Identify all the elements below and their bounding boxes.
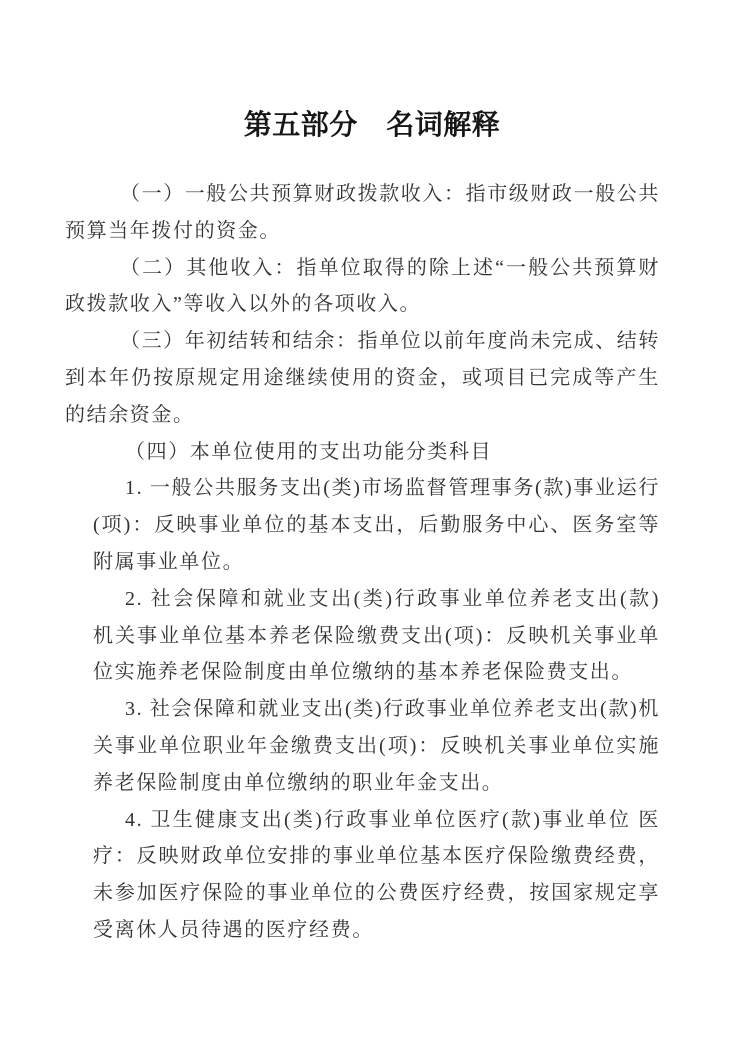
expenditure-classification-section <box>93 434 660 949</box>
expenditure-item-health-medical: 4. 卫生健康支出(类)行政事业单位医疗(款)事业单位 医疗：反映财政单位安排的事业单位基本医疗保险缴费经费，未参加医疗保险的事业单位的公费医疗经费，按国家规定享受离休人员待遇的医疗经费。 <box>93 808 660 941</box>
expenditure-item-basic-pension: 2. 社会保障和就业支出(类)行政事业单位养老支出(款) 机关事业单位基本养老保险缴费支出(项)：反映机关事业单位实施养老保险制度由单位缴纳的基本养老保险费支出。 <box>93 587 660 684</box>
definition-paragraph-general-budget-income: （一）一般公共预算财政拨款收入：指市级财政一般公共预算当年拨付的资金。 <box>65 183 660 242</box>
document-body <box>0 176 744 949</box>
definition-paragraph-other-income: （二）其他收入：指单位取得的除上述“一般公共预算财政拨款收入”等收入以外的各项收入。 <box>65 256 660 316</box>
section-four-heading: （四）本单位使用的支出功能分类科目 <box>125 440 493 463</box>
expenditure-item-occupational-annuity: 3. 社会保障和就业支出(类)行政事业单位养老支出(款)机关事业单位职业年金缴费支出(项)：反映机关事业单位实施养老保险制度由单位缴纳的职业年金支出。 <box>93 698 660 794</box>
expenditure-item-general-public-services: 1. 一般公共服务支出(类)市场监督管理事务(款)事业运行(项)：反映事业单位的基本支出，后勤服务中心、医务室等附属事业单位。 <box>93 477 660 573</box>
definition-paragraph-carryover-surplus: （三）年初结转和结余：指单位以前年度尚未完成、结转到本年仍按原规定用途继续使用的资金，或项目已完成等产生的结余资金。 <box>65 330 660 426</box>
page-title: 第五部分 名词解释 <box>243 109 501 140</box>
